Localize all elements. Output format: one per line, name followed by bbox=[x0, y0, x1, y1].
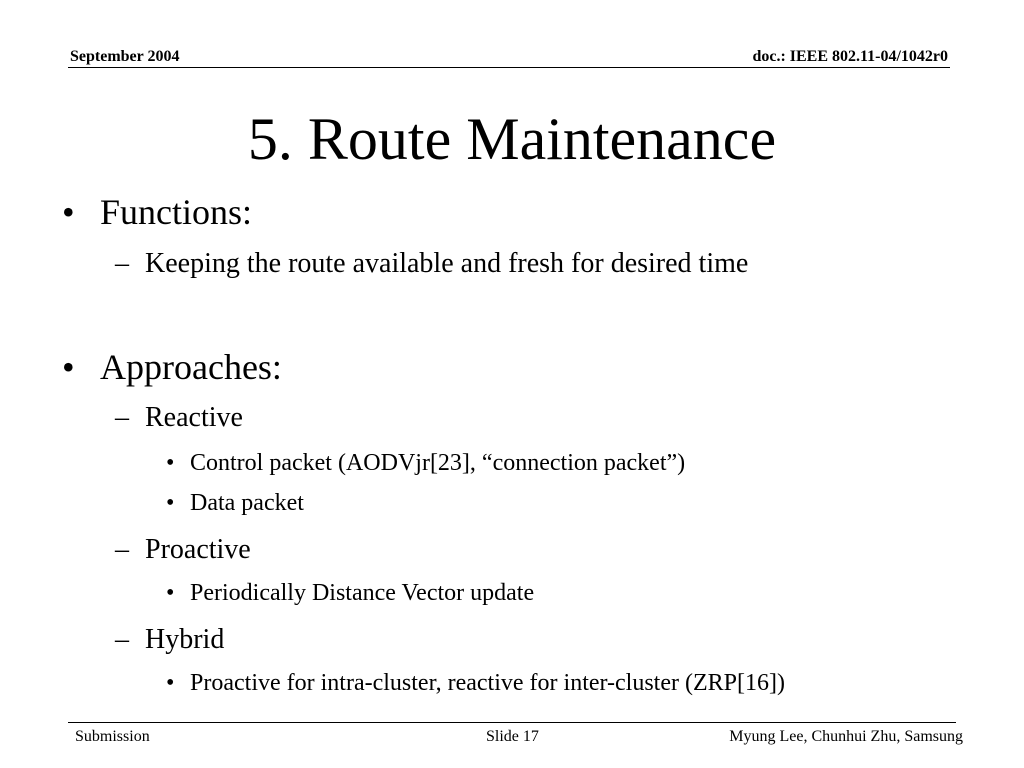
footer-divider bbox=[68, 722, 956, 723]
item-control-packet: Control packet (AODVjr[23], “connection packet”) bbox=[190, 450, 686, 476]
dash-marker: – bbox=[115, 248, 129, 279]
header-date: September 2004 bbox=[70, 48, 180, 65]
sub-bullet-hybrid: Hybrid bbox=[145, 624, 225, 655]
bullet-marker: • bbox=[166, 580, 175, 606]
bullet-marker: • bbox=[166, 450, 175, 476]
bullet-marker: • bbox=[62, 192, 75, 232]
dash-marker: – bbox=[115, 534, 129, 565]
sub-bullet-reactive: Reactive bbox=[145, 402, 243, 433]
bullet-marker: • bbox=[62, 347, 75, 387]
header-divider bbox=[68, 67, 950, 68]
footer-submission: Submission bbox=[75, 728, 150, 745]
bullet-marker: • bbox=[166, 670, 175, 696]
bullet-functions: Functions: bbox=[100, 192, 253, 232]
sub-bullet-proactive: Proactive bbox=[145, 534, 251, 565]
item-data-packet: Data packet bbox=[190, 490, 304, 516]
item-distance-vector-update: Periodically Distance Vector update bbox=[190, 580, 535, 606]
item-zrp: Proactive for intra-cluster, reactive for inter-cluster (ZRP[16]) bbox=[190, 670, 785, 696]
bullet-marker: • bbox=[166, 490, 175, 516]
dash-marker: – bbox=[115, 402, 129, 433]
sub-bullet-keeping-route: Keeping the route available and fresh for desired time bbox=[145, 248, 749, 279]
bullet-approaches: Approaches: bbox=[100, 347, 282, 387]
slide-title: 5. Route Maintenance bbox=[247, 106, 777, 172]
footer-slide-number: Slide 17 bbox=[486, 728, 539, 745]
header-doc-id: doc.: IEEE 802.11-04/1042r0 bbox=[752, 48, 948, 65]
footer-authors: Myung Lee, Chunhui Zhu, Samsung bbox=[729, 728, 963, 745]
dash-marker: – bbox=[115, 624, 129, 655]
